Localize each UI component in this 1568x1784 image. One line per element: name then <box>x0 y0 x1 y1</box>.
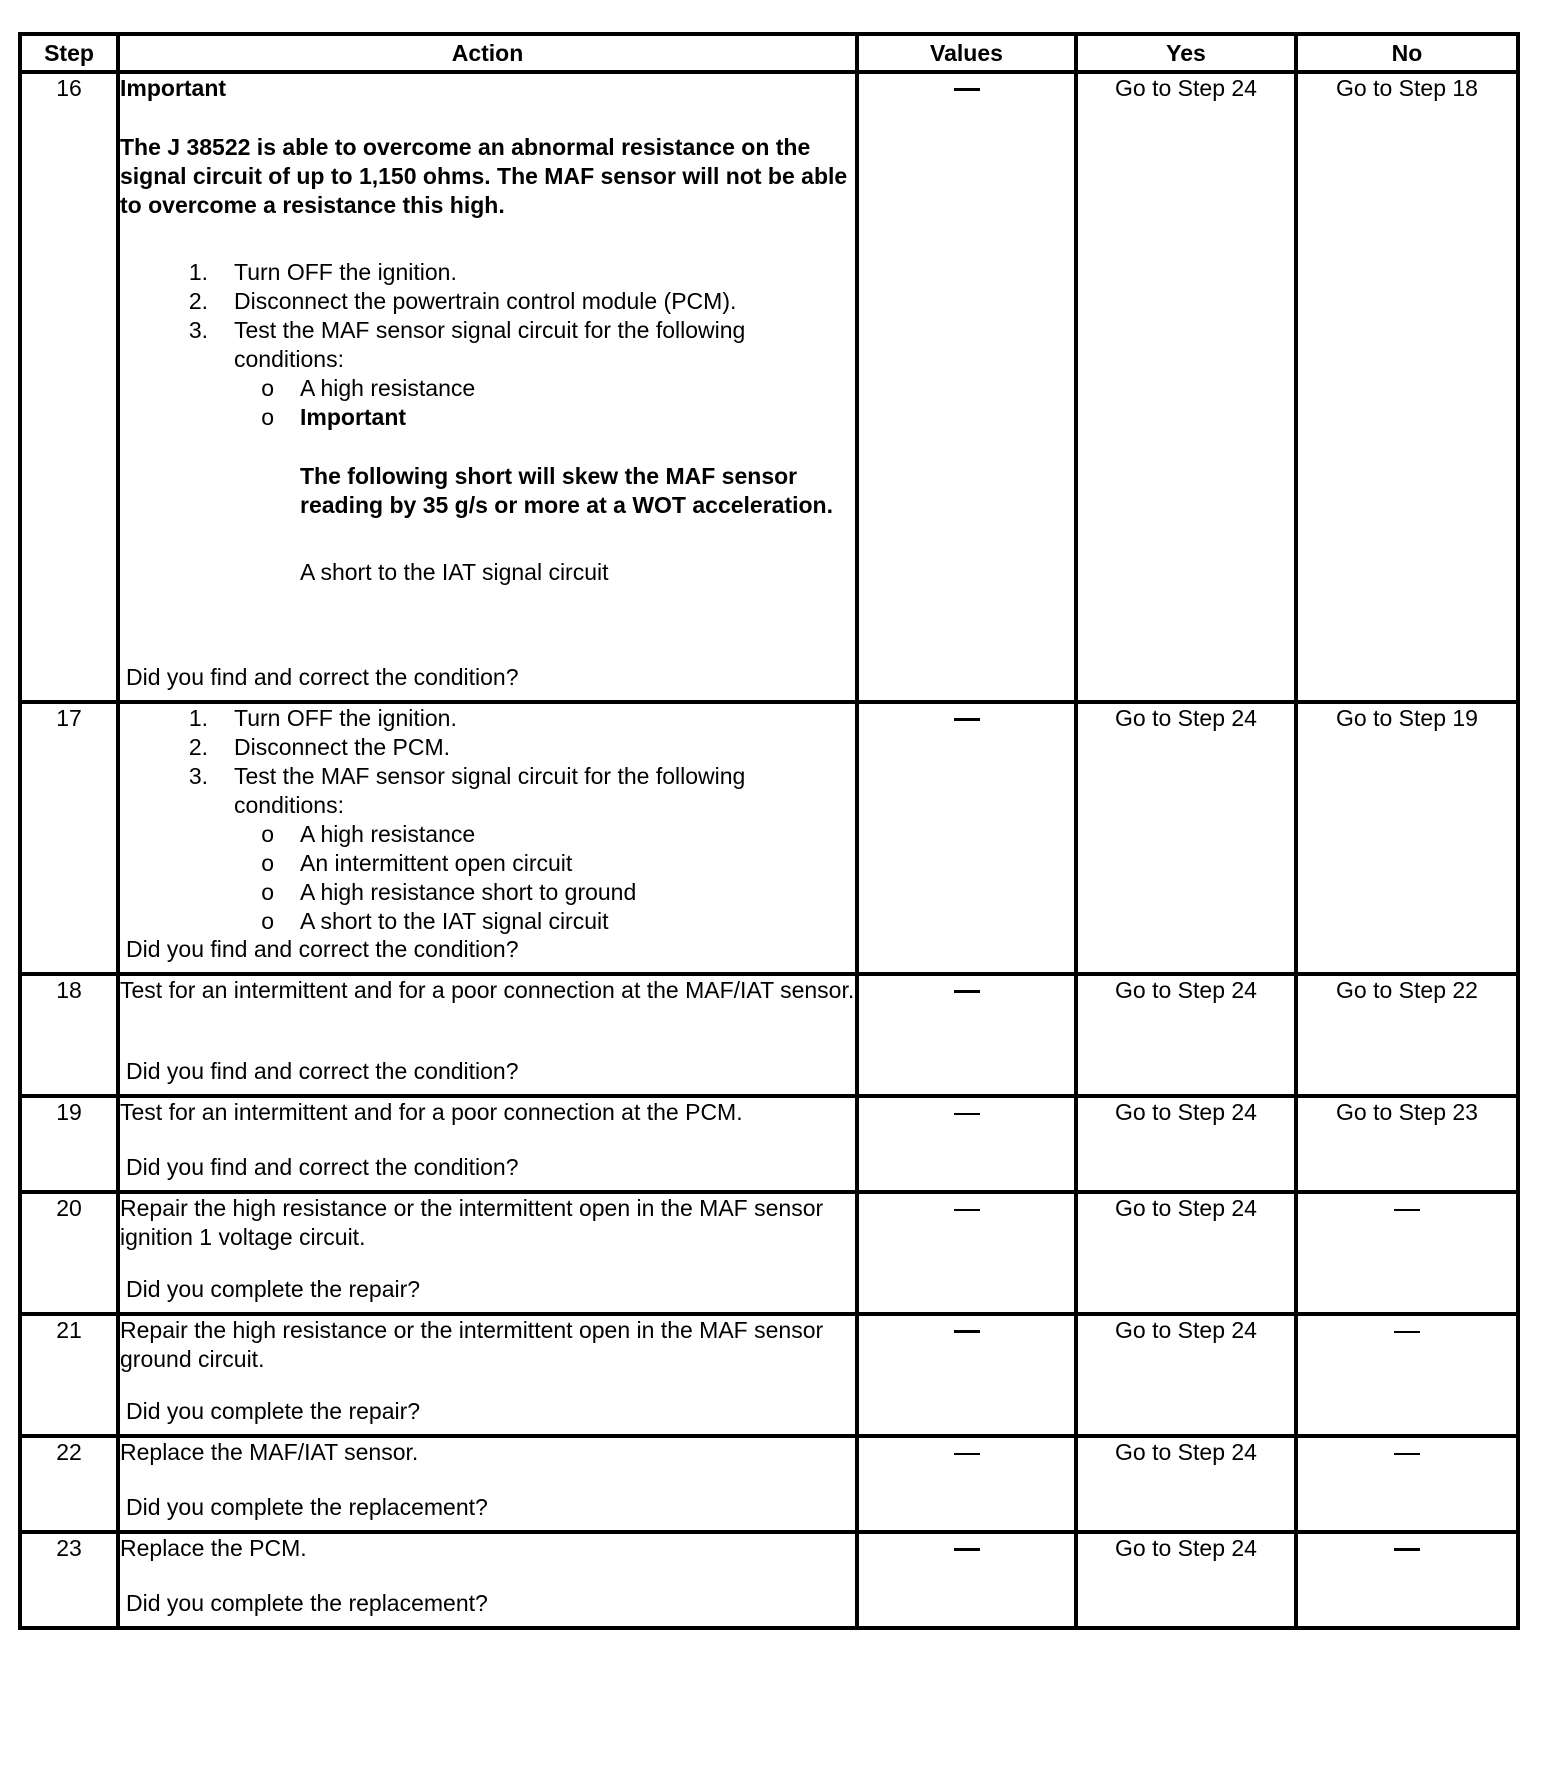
step-number: 16 <box>20 72 118 702</box>
list-item: 3. Test the MAF sensor signal circuit for the following conditions: <box>188 317 746 372</box>
values-cell <box>857 1436 1076 1532</box>
yes-cell: Go to Step 24 <box>1076 1192 1296 1314</box>
no-cell <box>1296 1192 1518 1314</box>
question-text: Did you complete the repair? <box>126 1276 421 1302</box>
action-cell <box>118 974 857 1096</box>
action-cell <box>118 1096 857 1192</box>
step-number: 19 <box>20 1096 118 1192</box>
no-cell: Go to Step 19 <box>1296 702 1518 974</box>
diagnostic-table <box>18 32 1520 1630</box>
bullet-icon: o <box>261 375 274 401</box>
action-cell <box>118 1314 857 1436</box>
question-text: Did you complete the replacement? <box>126 1590 488 1616</box>
em-dash <box>954 1330 980 1333</box>
yes-cell: Go to Step 24 <box>1076 72 1296 702</box>
question-text: Did you complete the repair? <box>126 1398 421 1424</box>
bullet-item: o Important <box>120 403 855 432</box>
bullet-item: o A high resistance <box>120 820 855 849</box>
action-text: Test for an intermittent and for a poor connection at the MAF/IAT sensor. <box>120 977 855 1003</box>
step-number: 18 <box>20 974 118 1096</box>
header-values: Values <box>857 34 1076 72</box>
values-cell <box>857 702 1076 974</box>
bullet-item: o A short to the IAT signal circuit <box>120 907 855 936</box>
table-row <box>20 1436 1518 1532</box>
em-dash <box>1394 1331 1420 1333</box>
list-item: 3. Test the MAF sensor signal circuit for the following conditions: <box>188 763 746 818</box>
action-text: Replace the MAF/IAT sensor. <box>120 1439 419 1465</box>
values-cell <box>857 1532 1076 1628</box>
yes-cell: Go to Step 24 <box>1076 1532 1296 1628</box>
bullet-item: o A high resistance short to ground <box>120 878 855 907</box>
nested-important-text: The following short will skew the MAF sensor reading by 35 g/s or more at a WOT acceleration. <box>300 463 833 518</box>
table-row <box>20 72 1518 702</box>
list-item: 1. Turn OFF the ignition. <box>188 705 457 731</box>
table-row <box>20 1096 1518 1192</box>
action-text: Test for an intermittent and for a poor connection at the PCM. <box>120 1099 743 1125</box>
bullet-icon: o <box>261 821 274 847</box>
no-cell: Go to Step 22 <box>1296 974 1518 1096</box>
em-dash <box>954 990 980 993</box>
question-text: Did you find and correct the condition? <box>126 664 519 690</box>
action-text: Repair the high resistance or the intermittent open in the MAF sensor ignition 1 voltage circuit. <box>120 1195 824 1250</box>
table-row <box>20 974 1518 1096</box>
em-dash <box>1394 1209 1420 1211</box>
no-cell <box>1296 1314 1518 1436</box>
no-cell: Go to Step 18 <box>1296 72 1518 702</box>
step-number: 17 <box>20 702 118 974</box>
action-cell <box>118 702 857 974</box>
header-no: No <box>1296 34 1518 72</box>
em-dash <box>954 88 980 91</box>
action-cell <box>118 1436 857 1532</box>
question-text: Did you find and correct the condition? <box>126 936 519 962</box>
bullet-item: o A high resistance <box>120 374 855 403</box>
action-cell <box>118 1192 857 1314</box>
values-cell <box>857 1192 1076 1314</box>
values-cell <box>857 974 1076 1096</box>
bullet-icon: o <box>261 908 274 934</box>
header-row <box>20 34 1518 72</box>
action-text: Repair the high resistance or the intermittent open in the MAF sensor ground circuit. <box>120 1317 824 1372</box>
yes-cell: Go to Step 24 <box>1076 702 1296 974</box>
em-dash <box>954 1209 980 1211</box>
header-yes: Yes <box>1076 34 1296 72</box>
important-label: Important <box>120 75 227 101</box>
table-row <box>20 702 1518 974</box>
table-row <box>20 1314 1518 1436</box>
em-dash <box>954 1548 980 1551</box>
yes-cell: Go to Step 24 <box>1076 1314 1296 1436</box>
question-text: Did you complete the replacement? <box>126 1494 488 1520</box>
list-item: 2. Disconnect the powertrain control module (PCM). <box>188 288 737 314</box>
header-step: Step <box>20 34 118 72</box>
yes-cell: Go to Step 24 <box>1076 1436 1296 1532</box>
step-number: 22 <box>20 1436 118 1532</box>
bullet-icon: o <box>261 404 274 430</box>
question-text: Did you find and correct the condition? <box>126 1058 519 1084</box>
em-dash <box>954 718 980 721</box>
header-action: Action <box>118 34 857 72</box>
em-dash <box>954 1453 980 1455</box>
step-number: 20 <box>20 1192 118 1314</box>
important-text: The J 38522 is able to overcome an abnormal resistance on the signal circuit of up to 1,150 ohms. The MAF sensor will not be able to overcome a resistance this high. <box>120 134 848 218</box>
action-cell <box>118 72 857 702</box>
em-dash <box>1394 1453 1420 1455</box>
list-item: 2. Disconnect the PCM. <box>188 734 451 760</box>
values-cell <box>857 1096 1076 1192</box>
em-dash <box>954 1113 980 1115</box>
no-cell <box>1296 1532 1518 1628</box>
bullet-icon: o <box>261 850 274 876</box>
no-cell <box>1296 1436 1518 1532</box>
em-dash <box>1394 1548 1420 1551</box>
values-cell <box>857 72 1076 702</box>
question-text: Did you find and correct the condition? <box>126 1154 519 1180</box>
step-number: 21 <box>20 1314 118 1436</box>
bullet-item: o An intermittent open circuit <box>120 849 855 878</box>
list-item: 1. Turn OFF the ignition. <box>188 259 457 285</box>
action-text: Replace the PCM. <box>120 1535 307 1561</box>
table-row <box>20 1532 1518 1628</box>
no-cell: Go to Step 23 <box>1296 1096 1518 1192</box>
action-cell <box>118 1532 857 1628</box>
yes-cell: Go to Step 24 <box>1076 974 1296 1096</box>
table-row <box>20 1192 1518 1314</box>
values-cell <box>857 1314 1076 1436</box>
step-number: 23 <box>20 1532 118 1628</box>
bullet-icon: o <box>261 879 274 905</box>
nested-text: A short to the IAT signal circuit <box>300 559 609 585</box>
yes-cell: Go to Step 24 <box>1076 1096 1296 1192</box>
